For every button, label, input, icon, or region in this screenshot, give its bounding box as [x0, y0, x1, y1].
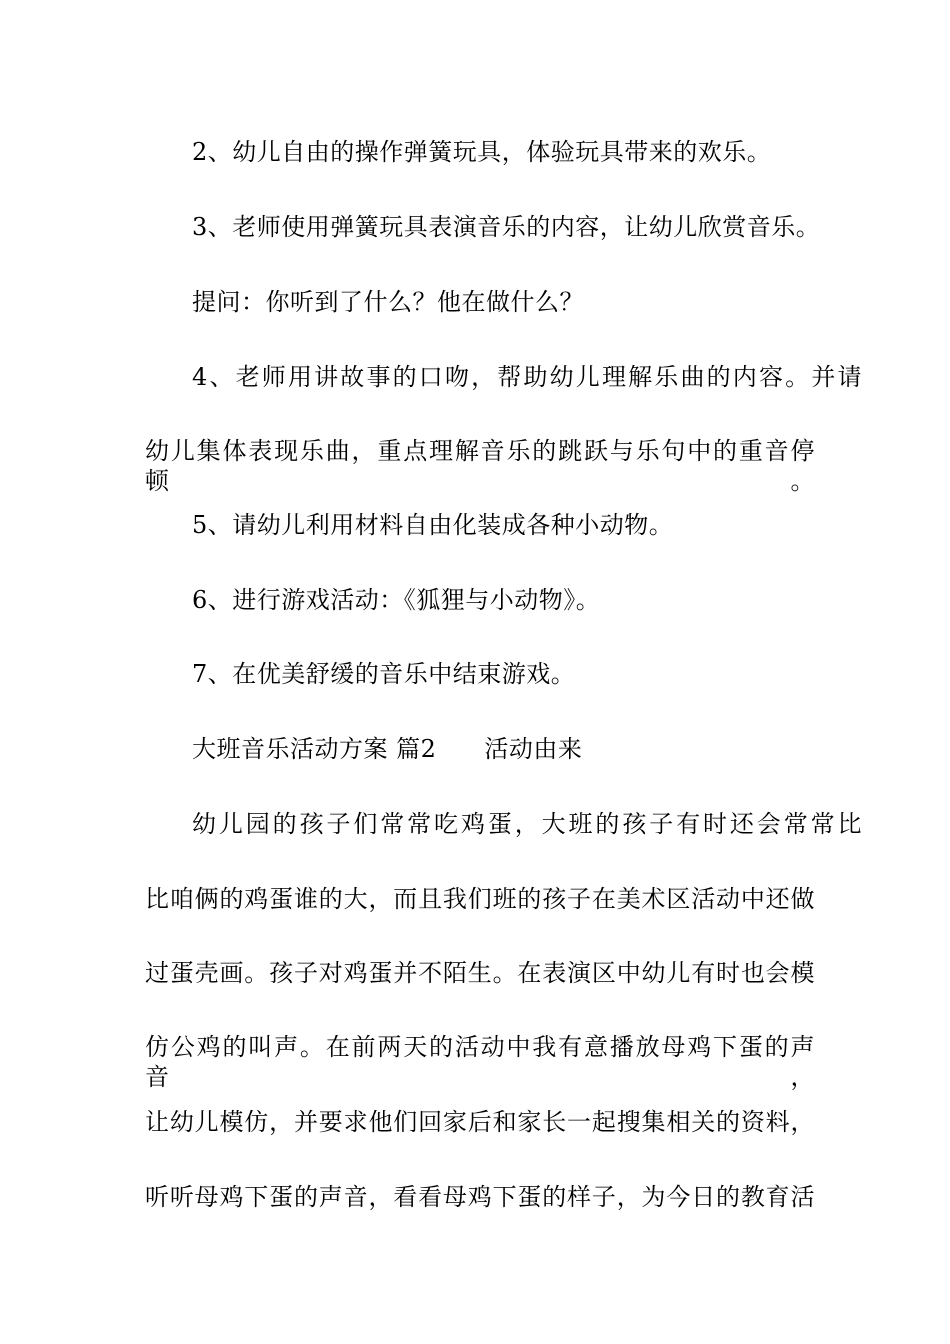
text-line-question: 提问：你听到了什么？他在做什么？	[192, 288, 584, 316]
text-line-step-2: 2、幼儿自由的操作弹簧玩具，体验玩具带来的欢乐。	[192, 138, 772, 166]
section-heading	[145, 734, 862, 764]
paragraph-line-5: 让幼儿模仿，并要求他们回家后和家长一起搜集相关的资料，	[145, 1108, 815, 1136]
section-subtitle: 活动由来	[484, 735, 583, 763]
text-line-step-4: 4、老师用讲故事的口吻，帮助幼儿理解乐曲的内容。并请	[192, 363, 862, 391]
section-title: 大班音乐活动方案 篇2	[192, 735, 437, 763]
paragraph-line-6: 听听母鸡下蛋的声音，看看母鸡下蛋的样子，为今日的教育活	[145, 1183, 815, 1211]
text-line-step-6: 6、进行游戏活动：《狐狸与小动物》。	[192, 586, 601, 614]
paragraph-line-3: 过蛋壳画。孩子对鸡蛋并不陌生。在表演区中幼儿有时也会模	[145, 959, 815, 987]
paragraph-line-1: 幼儿园的孩子们常常吃鸡蛋，大班的孩子有时还会常常比	[192, 810, 862, 838]
text-line-step-5: 5、请幼儿利用材料自由化装成各种小动物。	[192, 511, 674, 539]
paragraph-line-2: 比咱俩的鸡蛋谁的大，而且我们班的孩子在美术区活动中还做	[145, 885, 815, 913]
paragraph-line-4: 仿公鸡的叫声。在前两天的活动中我有意播放母鸡下蛋的声音，	[145, 1033, 815, 1091]
text-line-step-4-cont: 幼儿集体表现乐曲，重点理解音乐的跳跃与乐句中的重音停顿。	[145, 437, 815, 495]
text-line-step-7: 7、在优美舒缓的音乐中结束游戏。	[192, 660, 576, 688]
text-line-step-3: 3、老师使用弹簧玩具表演音乐的内容，让幼儿欣赏音乐。	[192, 213, 821, 241]
